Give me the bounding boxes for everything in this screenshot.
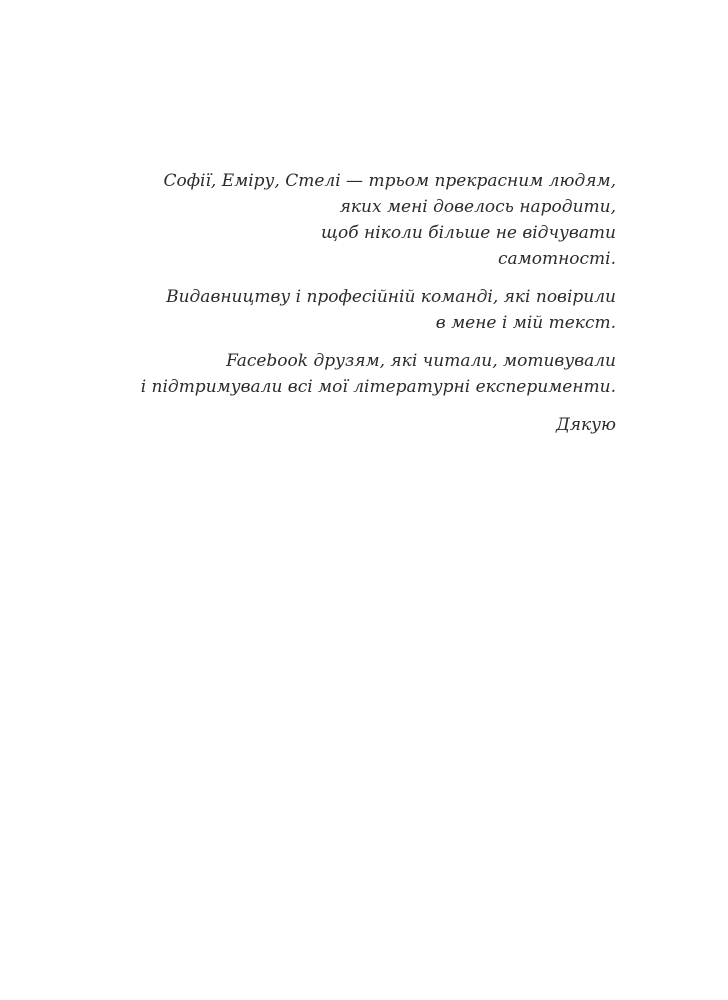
dedication-line: Софії, Еміру, Стелі — трьом прекрасним людям, <box>163 171 616 191</box>
dedication-block <box>96 168 616 450</box>
dedication-line: щоб ніколи більше не відчувати <box>321 223 616 243</box>
dedication-line: в мене і мій текст. <box>435 313 616 333</box>
dedication-paragraph-friends <box>96 348 616 400</box>
dedication-paragraph-family <box>96 168 616 272</box>
dedication-thanks: Дякую <box>555 415 616 435</box>
dedication-line: самотності. <box>497 249 616 269</box>
dedication-line: Facebook друзям, які читали, мотивували <box>226 351 616 371</box>
dedication-paragraph-thanks <box>96 412 616 438</box>
dedication-line: Видавництву і професійній команді, які повірили <box>166 287 616 307</box>
dedication-paragraph-publisher <box>96 284 616 336</box>
dedication-line: і підтримували всі мої літературні експерименти. <box>140 377 616 397</box>
dedication-line: яких мені довелось народити, <box>339 197 616 217</box>
